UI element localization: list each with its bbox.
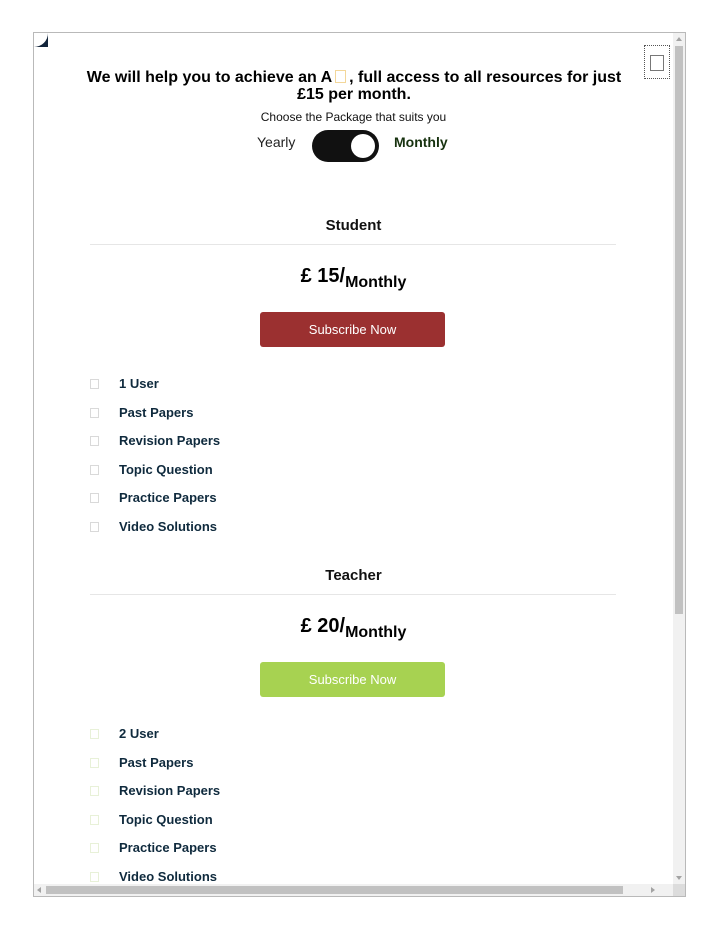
plan-price-teacher: [34, 615, 673, 641]
headline: [84, 69, 624, 103]
price-period: Monthly: [345, 274, 407, 291]
checkbox-icon: [90, 493, 99, 503]
modal-content: [34, 33, 673, 884]
headline-part1: We will help you to achieve an A: [86, 69, 333, 86]
feature-item: 2 User: [90, 726, 159, 741]
plan-title-teacher: Teacher: [325, 567, 382, 584]
plan-title-student: Student: [325, 217, 382, 234]
feature-item: 1 User: [90, 376, 159, 391]
billing-toggle-switch[interactable]: [312, 130, 379, 162]
horizontal-scrollbar[interactable]: [34, 884, 673, 896]
feature-item: Topic Question: [90, 462, 213, 477]
subscribe-button-student[interactable]: Subscribe Now: [260, 312, 445, 347]
feature-item: Video Solutions: [90, 519, 217, 534]
headline-line2: £15 per month.: [297, 86, 411, 103]
checkbox-icon: [90, 408, 99, 418]
feature-item: Past Papers: [90, 405, 193, 420]
scroll-left-icon[interactable]: [37, 887, 41, 893]
monthly-label[interactable]: Monthly: [394, 134, 448, 150]
scrollbar-corner: [673, 884, 685, 896]
checkbox-icon: [90, 379, 99, 389]
horizontal-scroll-thumb[interactable]: [46, 886, 623, 894]
scroll-down-icon[interactable]: [676, 876, 682, 880]
scroll-right-icon[interactable]: [651, 887, 655, 893]
checkbox-icon: [90, 729, 99, 739]
feature-item: Revision Papers: [90, 783, 220, 798]
feature-item: Video Solutions: [90, 869, 217, 884]
feature-item: Practice Papers: [90, 490, 217, 505]
close-button[interactable]: [644, 45, 670, 79]
checkbox-icon: [90, 758, 99, 768]
checkbox-icon: [90, 815, 99, 825]
vertical-scroll-thumb[interactable]: [675, 46, 683, 614]
feature-item: Practice Papers: [90, 840, 217, 855]
feature-item: Past Papers: [90, 755, 193, 770]
checkbox-icon: [90, 843, 99, 853]
plan-price-student: [34, 265, 673, 291]
billing-toggle-row: [34, 130, 673, 166]
headline-part2: , full access to all resources for just: [349, 69, 622, 86]
modal-frame: [33, 32, 686, 897]
checkbox-icon: [90, 436, 99, 446]
checkbox-icon: [90, 872, 99, 882]
subscribe-button-teacher[interactable]: Subscribe Now: [260, 662, 445, 697]
yearly-label[interactable]: Yearly: [257, 134, 296, 150]
scroll-up-icon[interactable]: [676, 37, 682, 41]
price-amount: £ 20/: [300, 615, 346, 637]
plan-divider-student: [90, 244, 616, 245]
grade-icon: [335, 70, 346, 83]
vertical-scrollbar[interactable]: [673, 33, 685, 884]
plan-divider-teacher: [90, 594, 616, 595]
checkbox-icon: [90, 465, 99, 475]
feature-item: Revision Papers: [90, 433, 220, 448]
checkbox-icon: [90, 786, 99, 796]
package-subline: Choose the Package that suits you: [260, 110, 447, 124]
toggle-knob: [351, 134, 375, 158]
checkbox-icon: [90, 522, 99, 532]
price-amount: £ 15/: [300, 265, 346, 287]
price-period: Monthly: [345, 624, 407, 641]
feature-item: Topic Question: [90, 812, 213, 827]
close-icon: [650, 55, 664, 71]
